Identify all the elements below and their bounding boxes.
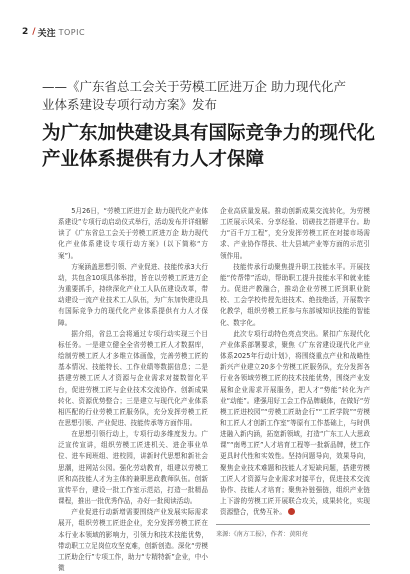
article-source: 来源:《南方工报》，作者：黄阳亮 [216,531,308,538]
article-title: 为广东加快建设具有国际竞争力的现代化产业体系提供有力人才保障 [42,123,376,170]
section-label: 关注 [37,28,56,39]
column-left [58,206,208,574]
header-separator: / [32,27,36,37]
source-divider [216,524,370,525]
article-subtitle: ——《广东省总工会关于劳模工匠进万企 助力现代化产业体系建设专项行动方案》发布 [42,79,346,112]
paragraph: 技能传承行动聚焦提升职工技能水平。开展技能“传帮带”活动，帮助职工提升技能水平和就业能力。促进产教融合，推动企业劳模工匠到职业院校、工会学校传授先进技术、绝技绝活，开展数字化教学，组织劳模工匠参与东部城知识技能的智能化、数字化。 [220,262,370,327]
page-number: 2 [22,27,29,37]
column-right [220,206,370,574]
paragraph: 5月26日，“劳模工匠进万企 助力现代化产业体系建设”专项行动启动仪式举行，活动发布并详细解读了《广东省总工会关于劳模工匠进万企 助力现代化产业体系建设专项行动方案》(以下简称“方案”)。 [58,207,208,260]
paragraph: 此次专项行动特色亮点突出。紧扣广东现代化产业体系部署要求，聚焦《广东省建设现代化产业体系2025年行动计划》，将围绕重点产业和战略性新兴产业建立20多个劳模工匠服务队，充分发挥各行业各领域劳模工匠的技术技能优势，围绕产业发展和企业需求开展服务，把人才“势能”转化为产业“动能”。建强用好工会工作品牌载体，在做好“劳模工匠进校园”“劳模工匠助企行”“工匠学院”“劳模和工匠人才创新工作室”等原有工作基础上，与时俱进融入新内涵，拓宽新领域，打造“广东工人大思政课”“南粤工匠”人才培育工程等一批新品牌，使工作更具时代性和实效性。坚持问题导向，效果导向，聚焦企业技术难题和技能人才短缺问题，搭建劳模工匠人才资源与企业需求对接平台，促进技术交流协作、技能人才培育；聚焦补链强链，组织产业链上下游的劳模工匠开展联合攻关，成果转化，实现资源整合，优势互补。 [220,329,370,517]
article-body [58,206,370,574]
paragraph: 方案涵盖思想引领、产业促进、技能传承3大行动，共包含10项具体举措，旨在以劳模工匠进万企为重要抓手，持续深化产业工人队伍建设改革，带动建设一流产业技术工人队伍，为广东加快建设具有国际竞争力的现代化产业体系提供有力人才保障。 [58,262,208,327]
paragraph: 企业高质量发展。推动创新成果交流转化，为劳模工匠展示风采、分享经验、切磋技艺搭建平台。助力“百千万工程”，充分发挥劳模工匠在对接市场需求、产业协作帮扶、壮大县域产业等方面的示范引领作用。 [220,207,370,260]
section-label-en: TOPIC [58,27,86,37]
paragraph: 据介绍，省总工会将通过专项行动实现三个目标任务。一是建立健全全省劳模工匠人才数据库，绘制劳模工匠人才多维立体画像，完善劳模工匠的基本情况、技能特长、工作业绩等数据信息；二是搭建劳模工匠人才资源与企业需求对接数智化平台，促进劳模工匠与企业技术交流协作、创新成果转化、资源优势整合；三是建立与现代化产业体系相匹配的行业劳模工匠服务队，充分发挥劳模工匠在思想引领、产业促进、技能传承等方面作用。 [58,329,208,427]
page-header [22,26,85,38]
paragraph: 产业促进行动新增需要围绕产业发展实际需求展开，组织劳模工匠进企业，充分发挥劳模工匠在本行业本领域的影响力，引领力和技术技能优势，带动职工立足岗位攻坚克难，创新创造。深化“劳模工匠助企行”专项工作，助力“专精特新”企业，中小微 [58,508,208,572]
end-mark-icon [288,508,295,515]
paragraph: 在思想引领行动上，专项行动多维度发力。广泛宣传宣讲，组织劳模工匠进机关、进企事业单位、进车间班组、进校园，讲新时代思想和新社会思潮，进网站公园。强化劳动教育，组建以劳模工匠和高技能人才为主体的兼职思政教师队伍。创新宣传平台，建设一批工作室示范站，打造一批精品课程，推出一批优秀作品，办好一批阅读活动。 [58,430,208,506]
